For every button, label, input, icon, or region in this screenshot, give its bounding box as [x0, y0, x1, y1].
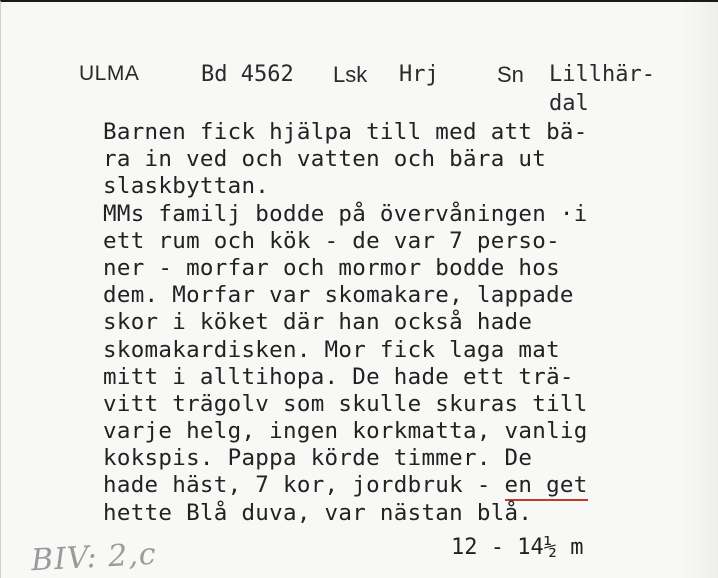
- scan-edge-shadow: [680, 2, 718, 578]
- body-line: kokspis. Pappa körde timmer. De: [103, 445, 533, 472]
- body-line: varje helg, ingen korkmatta, vanlig: [103, 418, 588, 445]
- header-lsk: Lsk: [333, 62, 368, 87]
- archive-mark: BIV: 2,c: [30, 536, 158, 578]
- card-body-text: [103, 119, 588, 527]
- body-line: ra in ved och vatten och bära ut: [103, 146, 547, 173]
- header-parish-line1: Lillhär-: [549, 62, 655, 87]
- body-line: ner - morfar och mormor bodde hos: [103, 254, 560, 281]
- body-line: Barnen fick hjälpa till med att bä-: [103, 119, 588, 145]
- last-line-start: hade häst, 7 kor, jordbruk -: [103, 472, 505, 499]
- body-line: mitt i alltihopa. De hade ett trä-: [103, 363, 574, 390]
- measurement-note: 12 - 14½ m: [451, 535, 584, 560]
- header-hrj: Hrj: [399, 62, 439, 87]
- body-final-line: hette Blå duva, var nästan blå.: [103, 499, 533, 526]
- header-parish-line2: dal: [549, 91, 589, 116]
- body-line: ett rum och kök - de var 7 perso-: [103, 227, 560, 254]
- body-line-underlined: [103, 472, 588, 499]
- body-line: dem. Morfar var skomakare, lappade: [103, 282, 574, 309]
- body-line: skor i köket där han också hade: [103, 309, 533, 336]
- body-line: MMs familj bodde på övervåningen ·i: [103, 200, 588, 227]
- header-bd-number: Bd 4562: [201, 62, 294, 87]
- header-word: ULMA: [79, 62, 140, 85]
- header-sn: Sn: [497, 62, 524, 87]
- body-line: vitt trägolv som skulle skuras till: [103, 390, 588, 417]
- underlined-text: en get: [505, 472, 588, 501]
- body-line: slaskbyttan.: [103, 173, 270, 200]
- body-line: skomakardisken. Mor fick laga mat: [103, 336, 560, 363]
